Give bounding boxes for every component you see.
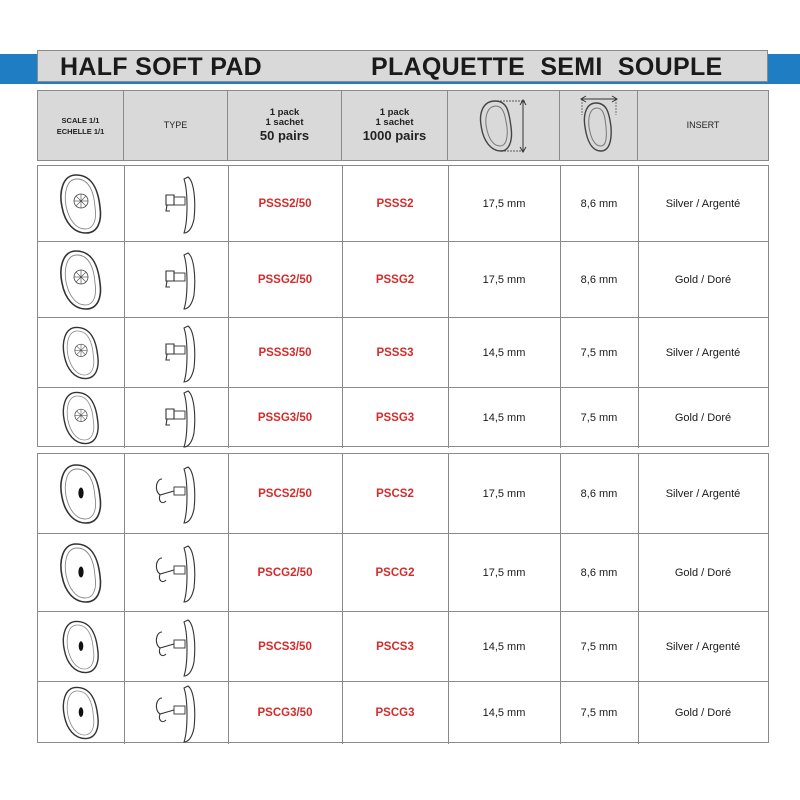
table-row [38,318,768,388]
insert-type-cell [638,534,768,612]
code-50-pairs: PSSG3/50 [257,412,313,424]
pad-width-cell [560,682,638,744]
pad-width: 8,6 mm [580,488,618,500]
pad-star-shape-icon [54,171,108,237]
product-group-oval [37,453,769,743]
code-1000-pairs-cell [342,612,448,682]
header-scale-en: SCALE 1/1 [61,115,100,125]
code-50-pairs: PSCS2/50 [258,488,312,500]
pad-length-cell [448,242,560,318]
table-row [38,242,768,318]
code-50-pairs: PSCG2/50 [257,567,313,579]
pad-width-cell [560,388,638,448]
code-1000-pairs: PSCG2 [375,567,415,579]
code-1000-pairs: PSSS3 [376,347,414,359]
header-insert [638,91,768,160]
pad-length: 17,5 mm [482,198,526,210]
pad-width: 7,5 mm [580,347,618,359]
type-image-cell [124,612,228,682]
insert-type: Gold / Doré [674,274,732,286]
code-50-pairs: PSSS2/50 [258,198,312,210]
pad-star-shape-icon [54,385,108,451]
pad-width: 8,6 mm [580,198,618,210]
pad-side-profile-icon [136,385,216,451]
code-50-pairs-cell [228,454,342,534]
pad-width-diagram-icon [574,95,624,157]
code-1000-pairs-cell [342,682,448,744]
insert-type-cell [638,166,768,242]
code-1000-pairs: PSCS3 [376,641,414,653]
insert-type-cell [638,612,768,682]
product-group-star [37,165,769,447]
pad-side-profile-icon [136,614,216,680]
pad-length-cell [448,388,560,448]
type-image-cell [124,534,228,612]
pad-width-cell [560,242,638,318]
pad-star-shape-icon [54,247,108,313]
insert-type-cell [638,454,768,534]
pad-side-profile-icon [136,461,216,527]
header-type [124,91,228,160]
header-scale [38,91,124,160]
pad-star-shape-icon [54,320,108,386]
code-1000-pairs-cell [342,242,448,318]
table-row [38,534,768,612]
type-image-cell [124,318,228,388]
code-50-pairs: PSSG2/50 [257,274,313,286]
pad-width: 8,6 mm [580,567,618,579]
pad-width: 7,5 mm [580,412,618,424]
code-50-pairs: PSSS3/50 [258,347,312,359]
insert-type: Gold / Doré [674,412,732,424]
header-scale-fr: ECHELLE 1/1 [56,126,105,136]
insert-type: Silver / Argenté [665,488,741,500]
pad-length: 14,5 mm [482,707,526,719]
code-1000-pairs-cell [342,388,448,448]
code-1000-pairs-cell [342,318,448,388]
type-image-cell [124,242,228,318]
code-50-pairs-cell [228,388,342,448]
pad-length-cell [448,682,560,744]
code-1000-pairs: PSCG3 [375,707,415,719]
pad-width-cell [560,534,638,612]
header-insert-label: INSERT [686,120,720,130]
table-row [38,682,768,744]
insert-type-cell [638,318,768,388]
pad-width-cell [560,612,638,682]
pad-length: 17,5 mm [482,488,526,500]
pad-width-cell [560,166,638,242]
scale-image-cell [38,242,124,318]
code-1000-pairs: PSSG3 [375,412,415,424]
header-width [560,91,638,160]
pad-width: 7,5 mm [580,707,618,719]
pad-side-profile-icon [136,171,216,237]
header-type-label: TYPE [163,120,188,130]
pad-length-cell [448,454,560,534]
pad-length-cell [448,612,560,682]
pad-length: 14,5 mm [482,347,526,359]
code-50-pairs-cell [228,242,342,318]
type-image-cell [124,388,228,448]
code-1000-pairs-cell [342,534,448,612]
type-image-cell [124,454,228,534]
pad-oval-shape-icon [54,680,108,746]
pad-length-cell [448,534,560,612]
type-image-cell [124,682,228,744]
header-pack-1000-line1: 1 pack [379,107,410,118]
pad-length: 14,5 mm [482,412,526,424]
scale-image-cell [38,454,124,534]
scale-image-cell [38,318,124,388]
type-image-cell [124,166,228,242]
scale-image-cell [38,612,124,682]
header-pack-1000-line2: 1 sachet [375,117,414,128]
pad-width: 7,5 mm [580,641,618,653]
code-1000-pairs-cell [342,454,448,534]
pad-length: 14,5 mm [482,641,526,653]
table-row [38,388,768,448]
pad-length-cell [448,318,560,388]
code-1000-pairs: PSCS2 [376,488,414,500]
code-50-pairs-cell [228,166,342,242]
header-pack-1000-pairs: 1000 pairs [362,128,427,143]
pad-length: 17,5 mm [482,567,526,579]
pad-oval-shape-icon [54,461,108,527]
insert-type-cell [638,682,768,744]
code-50-pairs: PSCS3/50 [258,641,312,653]
code-1000-pairs: PSSG2 [375,274,415,286]
pad-side-profile-icon [136,680,216,746]
code-50-pairs-cell [228,534,342,612]
title-french: PLAQUETTE SEMI SOUPLE [371,53,723,81]
code-1000-pairs: PSSS2 [376,198,414,210]
scale-image-cell [38,166,124,242]
pad-width-cell [560,454,638,534]
header-pack-50 [228,91,342,160]
pad-side-profile-icon [136,540,216,606]
insert-type-cell [638,242,768,318]
insert-type-cell [638,388,768,448]
header-pack-50-pairs: 50 pairs [259,128,310,143]
header-pack-1000 [342,91,448,160]
scale-image-cell [38,682,124,744]
title-english: HALF SOFT PAD [60,53,263,81]
header-pack-50-line1: 1 pack [269,107,300,118]
insert-type: Silver / Argenté [665,198,741,210]
code-50-pairs-cell [228,612,342,682]
table-row [38,612,768,682]
insert-type: Silver / Argenté [665,347,741,359]
header-length [448,91,560,160]
pad-oval-shape-icon [54,614,108,680]
scale-image-cell [38,388,124,448]
pad-length-diagram-icon [469,95,539,157]
pad-oval-shape-icon [54,540,108,606]
code-1000-pairs-cell [342,166,448,242]
pad-length: 17,5 mm [482,274,526,286]
scale-image-cell [38,534,124,612]
pad-width-cell [560,318,638,388]
table-row [38,454,768,534]
insert-type: Gold / Doré [674,567,732,579]
pad-side-profile-icon [136,247,216,313]
pad-length-cell [448,166,560,242]
code-50-pairs: PSCG3/50 [257,707,313,719]
title-banner [37,50,768,82]
pad-side-profile-icon [136,320,216,386]
pad-width: 8,6 mm [580,274,618,286]
code-50-pairs-cell [228,682,342,744]
table-row [38,166,768,242]
table-header [37,90,769,161]
insert-type: Silver / Argenté [665,641,741,653]
header-pack-50-line2: 1 sachet [265,117,304,128]
code-50-pairs-cell [228,318,342,388]
insert-type: Gold / Doré [674,707,732,719]
